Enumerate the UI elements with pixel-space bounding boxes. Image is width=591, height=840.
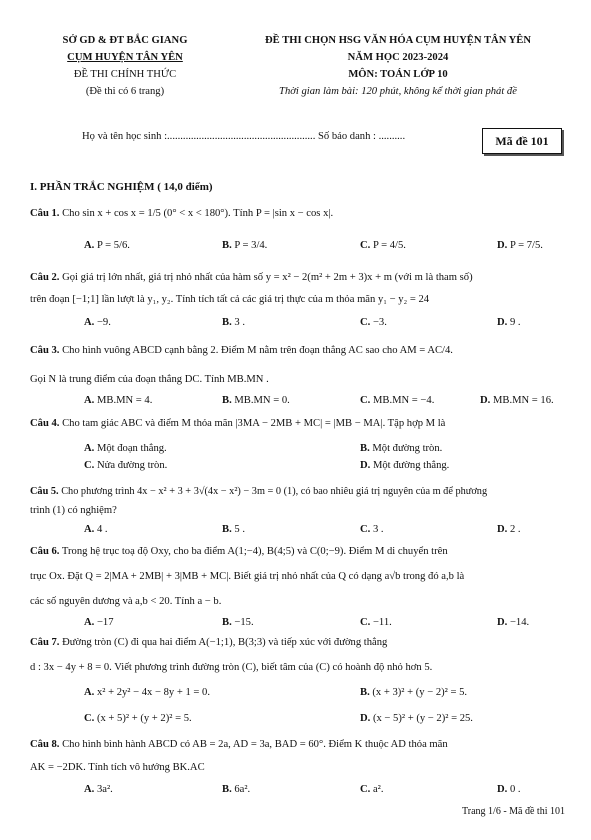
option-letter: B.	[360, 443, 373, 454]
q3-option-c	[360, 395, 434, 406]
question-2-line-2: trên đoạn [−1;1] lần lượt là y₁, y₂. Tính tích tất cả các giá trị thực của m thỏa mãn y₁ − y₂ = 24	[30, 294, 430, 305]
q4-option-d	[360, 460, 449, 471]
time-limit: Thời gian làm bài: 120 phút, không kể thời gian phát đề	[279, 86, 517, 97]
option-text: P = 5/6.	[96, 240, 130, 251]
question-8-line-2: AK = −2DK. Tính tích vô hướng BK.AC	[30, 762, 205, 773]
section-title: I. PHẦN TRẮC NGHIỆM ( 14,0 điểm)	[30, 181, 213, 193]
question-1	[30, 208, 333, 219]
option-letter: D.	[480, 395, 493, 406]
question-6-line-3: các số nguyên dương và a,b < 20. Tính a − b.	[30, 596, 222, 607]
q3-option-a	[84, 395, 152, 406]
option-text: 9 .	[509, 317, 521, 328]
q2-option-c	[360, 317, 387, 328]
q7-option-a	[84, 687, 210, 698]
q2-option-b	[222, 317, 245, 328]
question-text: Đường tròn (C) đi qua hai điểm A(−1;1), B(3;3) và tiếp xúc với đường thẳng	[62, 637, 388, 648]
option-text: MB.MN = 0.	[234, 395, 290, 406]
q1-option-a	[84, 240, 130, 251]
option-text: MB.MN = 4.	[96, 395, 153, 406]
option-letter: B.	[222, 784, 235, 795]
question-label: Câu 4.	[30, 418, 60, 429]
question-4	[30, 418, 445, 429]
q3-option-d	[480, 395, 554, 406]
option-text: −9.	[96, 317, 111, 328]
option-letter: A.	[84, 395, 97, 406]
option-letter: D.	[360, 460, 373, 471]
question-label: Câu 8.	[30, 739, 60, 750]
q4-option-c	[84, 460, 167, 471]
student-info-line: Họ và tên học sinh :........................................................ Số báo danh : ..........	[82, 131, 406, 142]
option-letter: B.	[222, 317, 235, 328]
question-text: Cho sin x + cos x = 1/5 (0° < x < 180°). Tính P = |sin x − cos x|.	[62, 208, 334, 219]
option-letter: D.	[497, 240, 510, 251]
option-text: 5 .	[234, 524, 245, 535]
option-text: 4 .	[96, 524, 108, 535]
q8-option-a	[84, 784, 113, 795]
exam-code: Mã đề 101	[495, 134, 549, 148]
option-letter: D.	[360, 713, 373, 724]
option-letter: B.	[222, 395, 235, 406]
option-letter: D.	[497, 524, 510, 535]
q2-option-d	[497, 317, 521, 328]
option-letter: C.	[360, 317, 373, 328]
option-letter: A.	[84, 443, 97, 454]
option-letter: B.	[222, 240, 235, 251]
question-label: Câu 2.	[30, 272, 60, 283]
q5-option-d	[497, 524, 521, 535]
option-text: P = 7/5.	[509, 240, 543, 251]
option-letter: C.	[360, 240, 373, 251]
q8-option-c	[360, 784, 383, 795]
option-text: Một đoạn thẳng.	[96, 443, 167, 454]
option-text: x² + 2y² − 4x − 8y + 1 = 0.	[96, 687, 210, 698]
option-text: Một đường thẳng.	[372, 460, 450, 471]
q6-option-b	[222, 617, 254, 628]
option-letter: C.	[360, 617, 373, 628]
question-label: Câu 1.	[30, 208, 60, 219]
option-letter: C.	[84, 713, 97, 724]
question-3	[30, 345, 453, 356]
question-label: Câu 3.	[30, 345, 60, 356]
question-6-line-2: trục Ox. Đặt Q = 2|MA + 2MB| + 3|MB + MC|. Biết giá trị nhỏ nhất của Q có dạng a√b trong đó a,b là	[30, 571, 465, 582]
question-2	[30, 272, 473, 283]
question-text: Trong hệ trục toạ độ Oxy, cho ba điểm A(1;−4), B(4;5) và C(0;−9). Điểm M di chuyển trên	[61, 546, 448, 557]
question-label: Câu 5.	[30, 486, 59, 497]
question-5-line-2: trình (1) có nghiệm?	[30, 505, 117, 516]
option-letter: B.	[222, 617, 235, 628]
question-text: Cho hình vuông ABCD cạnh bằng 2. Điểm M nằm trên đoạn thẳng AC sao cho AM = AC/4.	[62, 345, 453, 356]
q5-option-b	[222, 524, 245, 535]
page-footer: Trang 1/6 - Mã đề thi 101	[462, 806, 565, 817]
q6-option-c	[360, 617, 392, 628]
option-text: 6a².	[234, 784, 251, 795]
q4-option-b	[360, 443, 442, 454]
option-letter: A.	[84, 240, 97, 251]
exam-title: ĐỀ THI CHỌN HSG VĂN HÓA CỤM HUYỆN TÂN YÊN	[265, 35, 531, 46]
option-letter: D.	[497, 784, 510, 795]
option-text: 3 .	[372, 524, 384, 535]
q5-option-c	[360, 524, 384, 535]
option-text: P = 3/4.	[234, 240, 268, 251]
question-label: Câu 7.	[30, 637, 60, 648]
question-8	[30, 739, 448, 750]
q6-option-d	[497, 617, 529, 628]
q5-option-a	[84, 524, 108, 535]
q7-option-b	[360, 687, 467, 698]
option-text: MB.MN = 16.	[492, 395, 554, 406]
header-official: ĐỀ THI CHÍNH THỨC	[73, 69, 177, 80]
option-text: −14.	[509, 617, 530, 628]
option-text: 3a².	[96, 784, 113, 795]
option-letter: A.	[84, 687, 97, 698]
option-letter: C.	[360, 524, 373, 535]
option-letter: A.	[84, 784, 97, 795]
header-school: SỞ GD & ĐT BẮC GIANG	[62, 35, 188, 46]
option-text: −3.	[372, 317, 387, 328]
option-text: P = 4/5.	[372, 240, 406, 251]
option-letter: C.	[84, 460, 97, 471]
option-text: 0 .	[509, 784, 521, 795]
option-text: 3 .	[234, 317, 245, 328]
q6-option-a	[84, 617, 114, 628]
q1-option-c	[360, 240, 406, 251]
option-text: 2 .	[509, 524, 521, 535]
q8-option-b	[222, 784, 250, 795]
question-text: Cho tam giác ABC và điểm M thỏa mãn |3MA − 2MB + MC| = |MB − MA|. Tập hợp M là	[62, 418, 446, 429]
option-letter: A.	[84, 317, 97, 328]
option-text: Một đường tròn.	[372, 443, 443, 454]
option-text: MB.MN = −4.	[372, 395, 435, 406]
option-text: a².	[372, 784, 384, 795]
option-letter: B.	[222, 524, 235, 535]
q1-option-d	[497, 240, 543, 251]
option-letter: A.	[84, 524, 97, 535]
school-year: NĂM HỌC 2023-2024	[347, 52, 449, 63]
option-text: −17	[96, 617, 114, 628]
q8-option-d	[497, 784, 521, 795]
question-6	[30, 546, 448, 557]
option-text: (x + 5)² + (y + 2)² = 5.	[96, 713, 192, 724]
question-text: Cho hình bình hành ABCD có AB = 2a, AD = 3a, BAD = 60°. Điểm K thuộc AD thỏa mãn	[62, 739, 448, 750]
option-text: (x + 3)² + (y − 2)² = 5.	[372, 687, 468, 698]
option-letter: B.	[360, 687, 373, 698]
question-text: Gọi giá trị lớn nhất, giá trị nhỏ nhất của hàm số y = x² − 2(m² + 2m + 3)x + m (với m là tham số)	[62, 272, 473, 283]
question-7-line-2: d : 3x − 4y + 8 = 0. Viết phương trình đường tròn (C), biết tâm của (C) có hoành độ nhỏ hơn 5.	[30, 662, 433, 673]
header-page-count: (Đề thi có 6 trang)	[85, 86, 165, 97]
question-text: Cho phương trình 4x − x² + 3 + 3√(4x − x²) − 3m = 0 (1), có bao nhiêu giá trị nguyên của m để phương	[61, 486, 488, 497]
q7-option-d	[360, 713, 473, 724]
option-text: Nửa đường tròn.	[96, 460, 168, 471]
q1-option-b	[222, 240, 267, 251]
q3-option-b	[222, 395, 290, 406]
question-5	[30, 486, 487, 497]
option-letter: C.	[360, 395, 373, 406]
subject: MÔN: TOÁN LỚP 10	[348, 69, 448, 80]
q4-option-a	[84, 443, 167, 454]
header-cluster: CỤM HUYỆN TÂN YÊN	[67, 52, 183, 63]
option-text: (x − 5)² + (y − 2)² = 25.	[372, 713, 473, 724]
question-3-line-2: Gọi N là trung điểm của đoạn thẳng DC. Tính MB.MN .	[30, 374, 269, 385]
question-7	[30, 637, 387, 648]
option-letter: D.	[497, 617, 510, 628]
q7-option-c	[84, 713, 192, 724]
q2-option-a	[84, 317, 111, 328]
question-label: Câu 6.	[30, 546, 60, 557]
option-text: −15.	[234, 617, 254, 628]
exam-code-box	[482, 128, 562, 154]
option-letter: C.	[360, 784, 373, 795]
option-letter: D.	[497, 317, 510, 328]
option-letter: A.	[84, 617, 97, 628]
option-text: −11.	[372, 617, 392, 628]
